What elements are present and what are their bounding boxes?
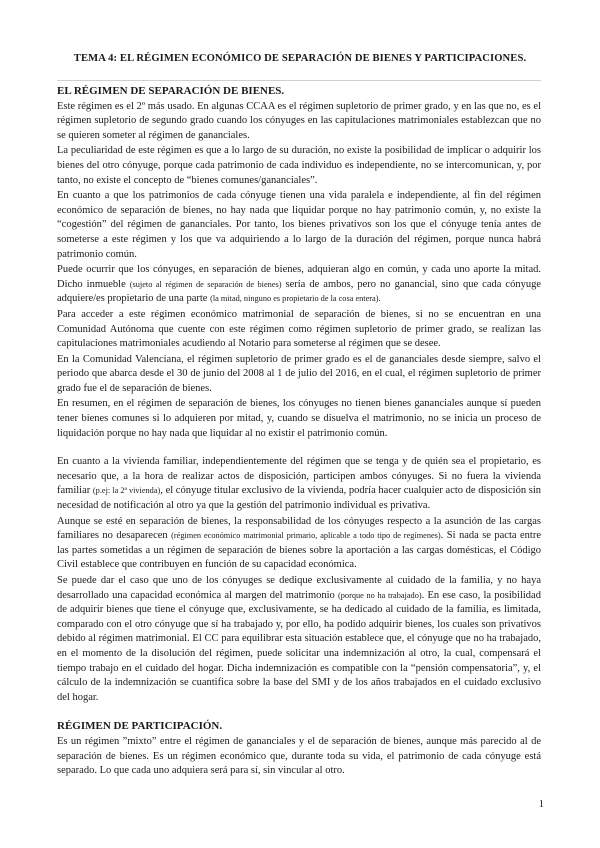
paragraph-text: . Si nada se pacta entre las partes sometidas a un régimen de separación de bienes sobre la aportación a las cargas domésticas, el Código Civil establece que contribuyen en función de su capacidad económica. (57, 530, 541, 571)
document-title: TEMA 4: EL RÉGIMEN ECONÓMICO DE SEPARACIÓN DE BIENES Y PARTICIPACIONES. (73, 53, 527, 64)
section-heading-separacion: EL RÉGIMEN DE SEPARACIÓN DE BIENES. (57, 85, 285, 97)
paragraph-gap (57, 706, 541, 719)
paragraph (57, 455, 541, 513)
paragraph-text: Se puede dar el caso que uno de los cónyuges se dedique exclusivamente al cuidado de la familia, y no haya desarrollado una capacidad económica al margen del matrimonio (57, 575, 541, 601)
paragraph-text: sería de ambos, pero no ganancial, sino que cada cónyuge adquiere/es propietario de una parte (57, 278, 542, 305)
paragraph: Este régimen es el 2º más usado. En algunas CCAA es el régimen supletorio de primer grado, y en las que no, es el régimen supletorio de segundo grado cuando los cónyuges en las capitulaciones matrimoniales establezcan que no se quieren someter al régimen de gananciales. (57, 100, 541, 141)
paragraph: En cuanto a que los patrimonios de cada cónyuge tienen una vida paralela e independiente, al fin del régimen económico de separación de bienes, no hay nada que liquidar porque no hay patrimonio común, y, no existe la “cogestión” del régimen de gananciales. Por tanto, los bienes privativos son los que el cónyuge tenía antes de someterse a este régimen y los que va adquiriendo a lo largo de la duración del régimen, porque nunca habrá patrimonio común. (57, 190, 541, 260)
paragraph: La peculiaridad de este régimen es que a lo largo de su duración, no existe la posibilidad de implicar o adquirir los bienes del otro cónyuge, porque cada patrimonio de cada individuo es independiente, no se intercomunican, y, por tanto, no existe el concepto de “bienes comunes/gananciales”. (57, 145, 541, 186)
paragraph-gap (57, 442, 541, 455)
paragraph (57, 515, 541, 573)
paragraph-text: , el cónyuge titular exclusivo de la vivienda, podría hacer cualquier acto de disposición sin necesidad de notificación al otro ya que la gestión del patrimonio individual es privativa. (57, 485, 542, 512)
paragraph: Para acceder a este régimen económico matrimonial de separación de bienes, si no se encuentran en una Comunidad Autónoma que cuente con este régimen como régimen supletorio de primer grado, se realizan las capitulaciones matrimoniales acudiendo al Notario para someterse al régimen que se desee. (57, 308, 541, 350)
paragraph: En resumen, en el régimen de separación de bienes, los cónyuges no tienen bienes gananciales aunque sí pueden tener bienes comunes si lo adquieren por mitad, y, cuando se disuelva el matrimonio, no se inicia un proceso de liquidación porque no hay nada que liquidar al no existir el patrimonio común. (57, 398, 541, 439)
paragraph (57, 263, 541, 307)
page-number: 1 (538, 799, 544, 810)
paragraph-text: En cuanto a la vivienda familiar, independientemente del régimen que se tenga y de quién sea el propietario, es necesario que, a la hora de realizar actos de disposición, participen ambos cónyuges. Si no fuera la vivienda familiar (57, 456, 541, 497)
inline-note: (sujeto al régimen de separación de bienes) (129, 279, 282, 289)
paragraph-text: Aunque se esté en separación de bienes, la responsabilidad de los cónyuges respecto a la asunción de las cargas familiares no desaparecen (57, 515, 541, 542)
title-divider (57, 80, 541, 81)
paragraph-text: . En ese caso, la posibilidad de adquirir bienes que tiene el cónyuge que, exclusivamente, se ha dedicado al cuidado de la familia, es limitada, comparado con el otro cónyuge que sí ha trabajado y, por ello, ha podido adquirir bienes, los cuales son privativos debido al régimen matrimonial. El CC para equilibrar esta situación establece que, el cónyuge que no ha trabajado, en el momento de la disolución del régimen, puede solicitar una indemnización al otro, la cual, compensará el tiempo trabajo en el cuidado del hogar. Dicha indemnización es compatible con la “pensión compensatoria”, y, el cálculo de la indemnización se cuantifica sobre la base del SMI y de los años trabajados en el cuidado exclusivo del hogar. (57, 589, 541, 703)
paragraph: Es un régimen ”mixto” entre el régimen de gananciales y el de separación de bienes, aunque más parecido al de separación de bienes. Es un régimen económico que, durante toda su vida, el patrimonio de cada cónyuge está separado. Lo que cada uno adquiera será para sí, sin vincular al otro. (57, 735, 541, 777)
paragraph: En la Comunidad Valenciana, el régimen supletorio de primer grado es el de gananciales desde siempre, salvo el periodo que abarca desde el 30 de junio del 2008 al 1 de julio del 2016, en el cual, el régimen supletorio de primer grado fue el de separación de bienes. (57, 353, 541, 394)
inline-note: (porque no ha trabajado) (338, 590, 422, 600)
inline-note: (régimen económico matrimonial primario, aplicable a todo tipo de regímenes) (171, 531, 441, 541)
paragraph-text: Puede ocurrir que los cónyuges, en separación de bienes, adquieran algo en común, y cada uno aporte la mitad. Dicho inmueble (57, 264, 541, 290)
inline-note: (p.ej: la 2ª vivienda) (92, 486, 161, 496)
paragraph (57, 574, 541, 705)
inline-note: (la mitad, ninguno es propietario de la cosa entera). (210, 294, 381, 304)
section-heading-participacion: RÉGIMEN DE PARTICIPACIÓN. (57, 720, 223, 733)
document-body (57, 84, 541, 780)
